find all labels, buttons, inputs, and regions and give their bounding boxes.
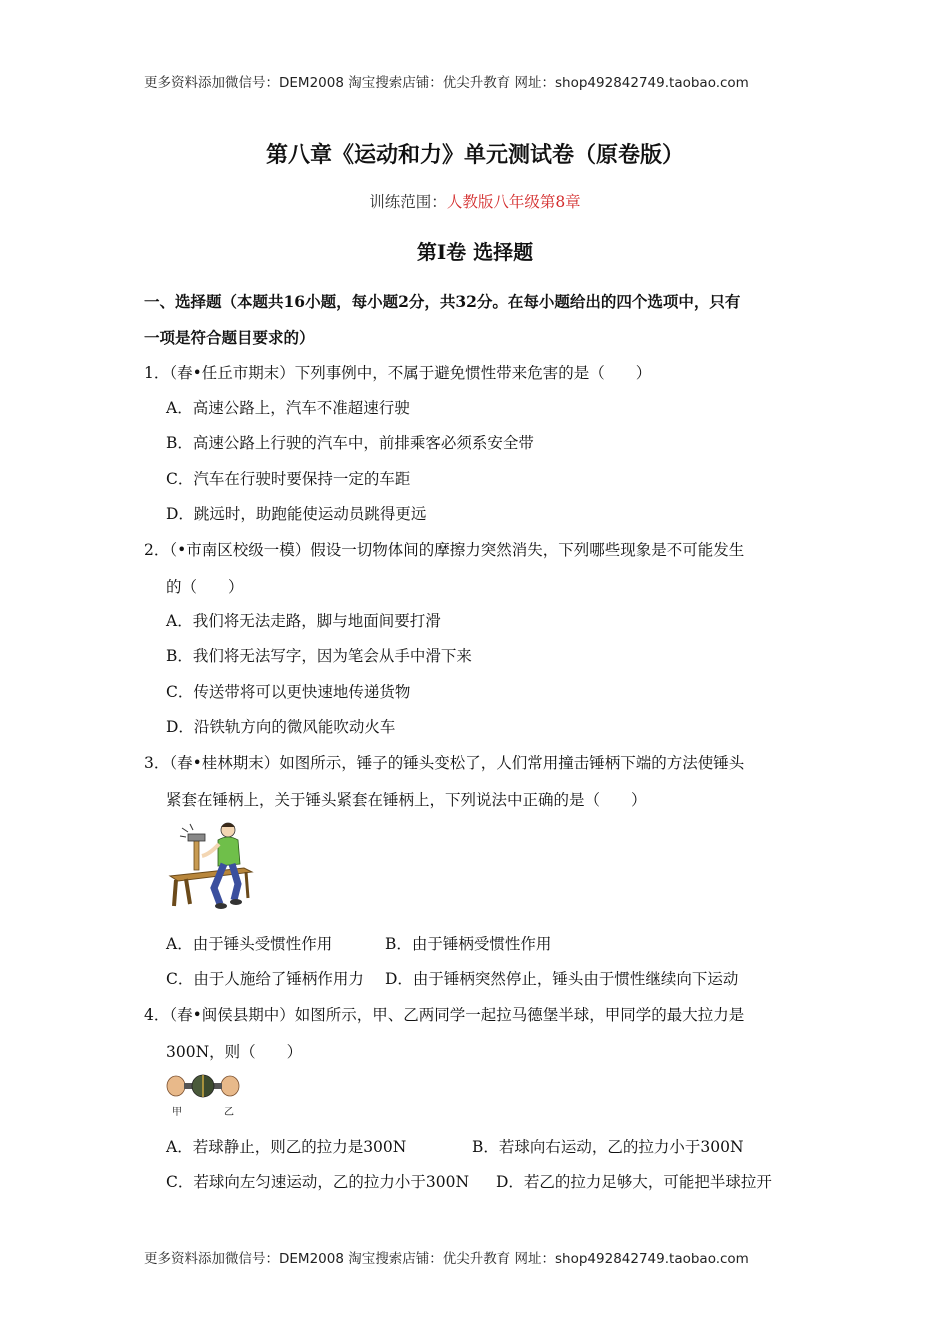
figure-label-yi: 乙 xyxy=(224,1107,234,1118)
question-1-option-b: B．高速公路上行驶的汽车中，前排乘客必须系安全带 xyxy=(166,434,534,452)
question-3-option-d: D．由于锤柄突然停止，锤头由于惯性继续向下运动 xyxy=(385,970,739,988)
section-heading-line1: 一、选择题（本题共16小题，每小题2分，共32分。在每小题给出的四个选项中，只有 xyxy=(144,292,741,311)
question-2-stem-line1: 2．（•市南区校级一模）假设一切物体间的摩擦力突然消失，下列哪些现象是不可能发生 xyxy=(144,541,745,559)
question-2-option-c: C．传送带将可以更快速地传递货物 xyxy=(166,683,411,701)
question-3-stem-line1: 3．（春•桂林期末）如图所示，锤子的锤头变松了，人们常用撞击锤柄下端的方法使锤头 xyxy=(144,754,745,772)
volume-title: 第Ⅰ卷 选择题 xyxy=(416,240,534,264)
question-4-option-d: D．若乙的拉力足够大，可能把半球拉开 xyxy=(496,1173,772,1191)
question-2-option-b: B．我们将无法写字，因为笔会从手中滑下来 xyxy=(166,647,472,665)
question-1-option-c: C．汽车在行驶时要保持一定的车距 xyxy=(166,470,411,488)
question-4-option-a: A．若球静止，则乙的拉力是300N xyxy=(166,1138,407,1156)
magdeburg-hemispheres-figure xyxy=(166,1072,240,1116)
hemispheres-illustration xyxy=(166,1072,240,1104)
section-heading-line2: 一项是符合题目要求的） xyxy=(144,328,315,347)
hammer-illustration xyxy=(166,818,258,910)
question-2-stem-line2: 的（ ） xyxy=(166,578,244,596)
question-3-option-a: A．由于锤头受惯性作用 xyxy=(166,935,333,953)
question-4-stem-line2: 300N，则（ ） xyxy=(166,1043,303,1061)
question-4-option-c: C．若球向左匀速运动，乙的拉力小于300N xyxy=(166,1173,470,1191)
question-1-stem: 1．（春•任丘市期末）下列事例中，不属于避免惯性带来危害的是（ ） xyxy=(144,364,652,382)
question-3-option-b: B．由于锤柄受惯性作用 xyxy=(385,935,552,953)
range-label: 训练范围： xyxy=(369,193,447,211)
question-1-option-d: D．跳远时，助跑能使运动员跳得更远 xyxy=(166,505,427,523)
question-2-option-d: D．沿铁轨方向的微风能吹动火车 xyxy=(166,718,396,736)
question-3-option-c: C．由于人施给了锤柄作用力 xyxy=(166,970,364,988)
question-4-option-b: B．若球向右运动，乙的拉力小于300N xyxy=(472,1138,744,1156)
question-2-option-a: A．我们将无法走路，脚与地面间要打滑 xyxy=(166,612,441,630)
question-3-stem-line2: 紧套在锤柄上，关于锤头紧套在锤柄上，下列说法中正确的是（ ） xyxy=(166,791,647,809)
page-title: 第八章《运动和力》单元测试卷（原卷版） xyxy=(265,142,684,168)
hammer-bench-figure xyxy=(166,818,258,910)
page-footer: 更多资料添加微信号：DEM2008 淘宝搜索店铺：优尖升教育 网址：shop492842749.taobao.com xyxy=(144,1251,749,1267)
range-value: 人教版八年级第8章 xyxy=(446,193,581,211)
training-range xyxy=(0,190,950,212)
question-4-stem-line1: 4．（春•闽侯县期中）如图所示，甲、乙两同学一起拉马德堡半球，甲同学的最大拉力是 xyxy=(144,1006,745,1024)
page-header: 更多资料添加微信号：DEM2008 淘宝搜索店铺：优尖升教育 网址：shop492842749.taobao.com xyxy=(144,75,749,91)
question-1-option-a: A．高速公路上，汽车不准超速行驶 xyxy=(166,399,410,417)
figure-label-jia: 甲 xyxy=(172,1107,182,1118)
